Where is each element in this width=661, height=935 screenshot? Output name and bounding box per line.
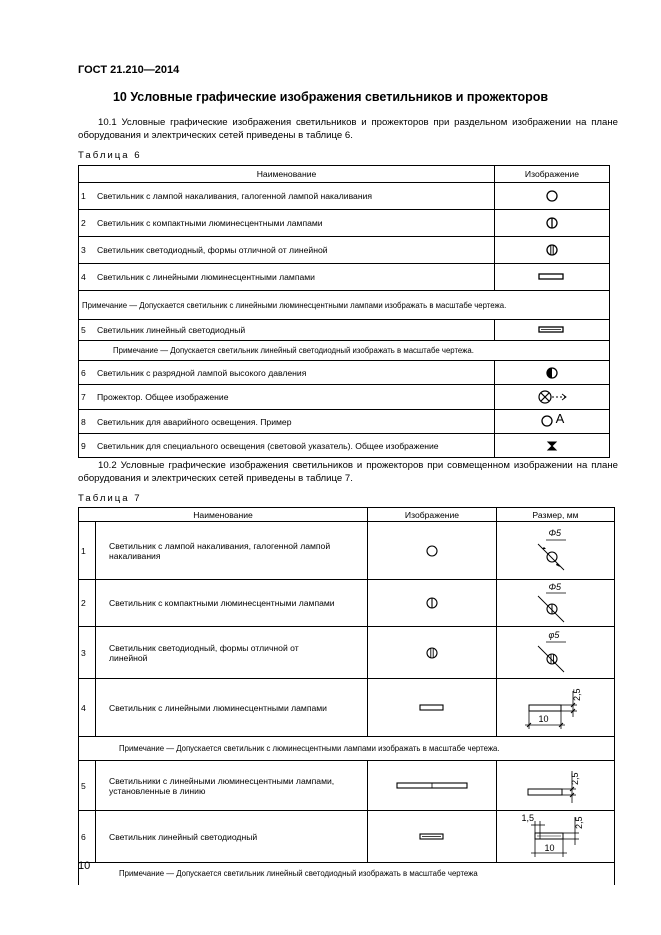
table6-header-name: Наименование: [79, 166, 495, 183]
note-text: Примечание — Допускается светильник линейный светодиодный изображать в масштабе чертежа.: [79, 341, 610, 361]
table6-header-image: Изображение: [495, 166, 610, 183]
row-number: 2: [79, 210, 95, 237]
dim-length-label: 10: [544, 842, 555, 853]
row-name: Светильник с компактными люминесцентными лампами: [96, 580, 368, 627]
table7-header-name: Наименование: [79, 508, 368, 522]
table-note: [79, 737, 615, 761]
row-number: 4: [79, 264, 95, 291]
size-cell: [497, 811, 615, 863]
height-dimension-icon: [526, 765, 586, 807]
table-row: [79, 580, 615, 627]
rectangle-double-line-icon: [417, 832, 447, 842]
row-name: Светильник с линейными люминесцентными лампами: [94, 264, 495, 291]
row-name: Светильник линейный светодиодный: [96, 811, 368, 863]
row-name: Светильник светодиодный, формы отличной от линейной: [96, 627, 368, 679]
diameter-dimension-icon: [526, 528, 586, 574]
row-number: 3: [79, 627, 96, 679]
row-name: Светильник с разрядной лампой высокого давления: [94, 361, 495, 385]
table-row: [79, 811, 615, 863]
row-name: Светильник для специального освещения (световой указатель). Общее изображение: [94, 434, 495, 458]
row-number: 5: [79, 761, 96, 811]
paragraph-10-1: 10.1 Условные графические изображения светильников и прожекторов при раздельном изображении на плане оборудования и электрических сетей приведены в таблице 6.: [78, 117, 618, 141]
row-name: Светильник с компактными люминесцентными лампами: [94, 210, 495, 237]
circle-double-line-icon: [545, 243, 559, 257]
dim-length-label: 10: [538, 713, 549, 724]
row-name: Прожектор. Общее изображение: [94, 385, 495, 410]
long-rectangle-icon: [394, 781, 470, 791]
table-row: [79, 264, 610, 291]
table-note: [79, 291, 610, 320]
table-row: [79, 410, 610, 434]
table7-header-image: Изображение: [368, 508, 497, 522]
row-name: Светильник с лампой накаливания, галогенной лампой накаливания: [94, 183, 495, 210]
row-number: 8: [79, 410, 95, 434]
table-row: [79, 434, 610, 458]
row-number: 6: [79, 811, 96, 863]
page-number: 10: [78, 860, 91, 872]
circle-line-icon: [425, 596, 439, 610]
rectangle-icon: [537, 272, 567, 282]
dim-label: Φ5: [548, 582, 562, 592]
table-row: [79, 522, 615, 580]
row-name: Светильник для аварийного освещения. Пример: [94, 410, 495, 434]
dim-label: Φ5: [548, 527, 562, 538]
dim-label: φ5: [548, 629, 560, 640]
emergency-label: A: [555, 411, 565, 427]
table-row: [79, 361, 610, 385]
row-number: 7: [79, 385, 95, 410]
note-text: Примечание — Допускается светильник линейный светодиодный изображать в масштабе чертежа: [79, 863, 615, 885]
note-text: Примечание — Допускается светильник с линейными люминесцентными лампами изображать в масштабе чертежа.: [79, 291, 610, 320]
row-number: 4: [79, 679, 96, 737]
dim-height-label: 2,5: [569, 771, 580, 785]
table-row: [79, 237, 610, 264]
dim-height-label: 2,5: [571, 687, 582, 701]
table-row: [79, 385, 610, 410]
table7-caption: Таблица 7: [78, 493, 142, 504]
row-number: 6: [79, 361, 95, 385]
special-light-icon: [546, 440, 558, 452]
table-note: [79, 341, 610, 361]
document-header: ГОСТ 21.210—2014: [78, 64, 180, 76]
section-title: 10 Условные графические изображения светильников и прожекторов: [112, 90, 549, 104]
row-name: Светильники с линейными люминесцентными лампами, установленные в линию: [96, 761, 368, 811]
circle-line-icon: [545, 216, 559, 230]
row-name: Светильник с лампой накаливания, галогенной лампой накаливания: [96, 522, 368, 580]
table-7: [78, 507, 615, 885]
table-row: [79, 627, 615, 679]
circle-filled-half-icon: [545, 366, 559, 380]
table6-caption: Таблица 6: [78, 150, 142, 161]
row-name: Светильник с линейными люминесцентными лампами: [96, 679, 368, 737]
rectangle-double-line-icon: [537, 325, 567, 335]
row-number: 3: [79, 237, 95, 264]
diameter-dimension-icon: [526, 582, 586, 624]
table-6: [78, 165, 610, 458]
rectangle-icon: [417, 703, 447, 713]
circle-icon: [545, 189, 559, 203]
table-row: [79, 761, 615, 811]
row-number: 1: [79, 183, 95, 210]
row-number: 9: [79, 434, 95, 458]
table-row: [79, 679, 615, 737]
table-row: [79, 183, 610, 210]
row-number: 2: [79, 580, 96, 627]
row-number: 5: [79, 320, 95, 341]
table-note: [79, 863, 615, 885]
dim-width-label: 1,5: [521, 812, 535, 823]
diameter-dimension-icon: [526, 630, 586, 676]
row-number: 1: [79, 522, 96, 580]
size-cell: [497, 761, 615, 811]
dim-height-label: 2,5: [573, 815, 584, 829]
projector-icon: [535, 388, 569, 406]
size-cell: [497, 580, 615, 627]
circle-double-line-icon: [425, 646, 439, 660]
table-row: [79, 320, 610, 341]
note-text: Примечание — Допускается светильник с люминесцентными лампами изображать в масштабе чертежа.: [79, 737, 615, 761]
size-cell: [497, 679, 615, 737]
table-row: [79, 210, 610, 237]
row-name: Светильник линейный светодиодный: [94, 320, 495, 341]
paragraph-10-2: 10.2 Условные графические изображения светильников и прожекторов при совмещенном изображении на плане оборудования и электрических сетей приведены в таблице 7.: [78, 460, 618, 484]
size-cell: [497, 522, 615, 580]
circle-icon: [425, 544, 439, 558]
size-cell: [497, 627, 615, 679]
table7-header-size: Размер, мм: [497, 508, 615, 522]
row-name: Светильник светодиодный, формы отличной от линейной: [94, 237, 495, 264]
emergency-light-icon: [540, 413, 565, 428]
